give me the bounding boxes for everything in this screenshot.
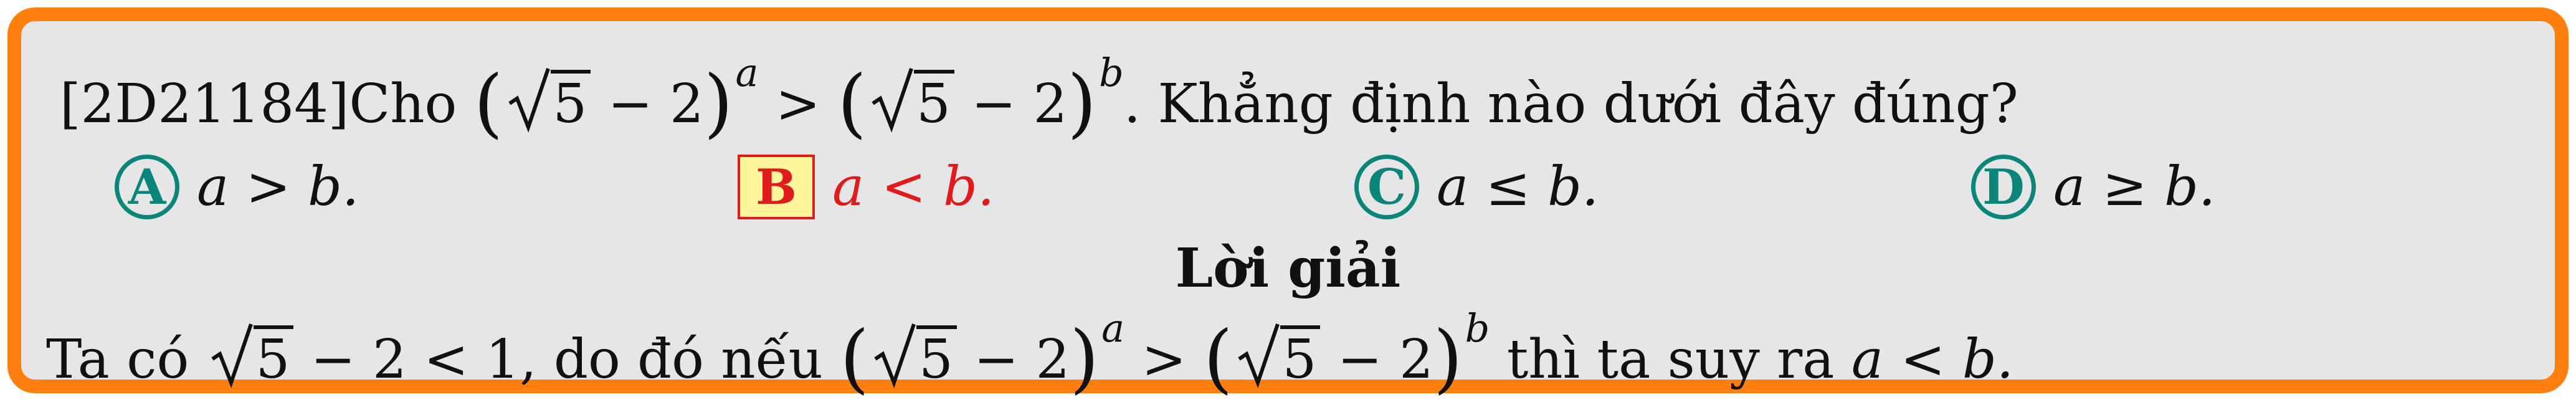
open-paren-right: ( xyxy=(837,60,867,146)
solution-close-paren-left: ) xyxy=(1070,315,1100,402)
sqrt-right: 5 xyxy=(870,70,954,131)
option-b-text: a < b. xyxy=(832,156,995,218)
solution-minus-two-left: − 2 xyxy=(974,328,1070,391)
solution-heading: Lời giải xyxy=(1175,237,1401,300)
solution-lead: Ta có xyxy=(46,328,189,391)
option-b-marker: B xyxy=(738,155,815,219)
option-d-marker: D xyxy=(1971,155,2036,219)
close-paren-left: ) xyxy=(703,60,733,146)
solution-open-paren-left: ( xyxy=(840,315,870,402)
solution-conclusion-math: a < b. xyxy=(1851,328,2014,391)
question-tail: . Khẳng định nào dưới đây đúng? xyxy=(1123,73,2018,135)
solution-open-paren-right: ( xyxy=(1203,315,1233,402)
question-lead: Cho xyxy=(349,73,457,135)
solution-sqrt-3: 5 xyxy=(1237,325,1321,386)
option-a[interactable] xyxy=(115,152,359,222)
option-c-text: a ≤ b. xyxy=(1437,156,1599,218)
option-b[interactable] xyxy=(738,152,994,222)
option-c[interactable] xyxy=(1354,152,1599,222)
minus-two-right: − 2 xyxy=(971,73,1068,135)
option-a-marker: A xyxy=(115,155,179,219)
solution-minus-two-right: − 2 xyxy=(1337,328,1433,391)
exponent-a: a xyxy=(735,50,759,95)
sqrt-left: 5 xyxy=(507,70,591,131)
relation-gt: > xyxy=(775,73,820,135)
solution-line xyxy=(46,305,2014,402)
question-card xyxy=(7,7,2569,402)
question-line xyxy=(60,50,2018,146)
solution-close-paren-right: ) xyxy=(1433,315,1463,402)
option-d[interactable] xyxy=(1971,152,2215,222)
option-a-text: a > b. xyxy=(197,156,359,218)
solution-exponent-b: b xyxy=(1465,305,1490,351)
solution-middle: , do đó nếu xyxy=(520,328,823,391)
option-d-text: a ≥ b. xyxy=(2053,156,2216,218)
question-code: [2D21184] xyxy=(60,73,349,135)
option-c-marker: C xyxy=(1354,155,1419,219)
exponent-b: b xyxy=(1099,50,1124,95)
solution-sqrt-1: 5 xyxy=(210,325,294,386)
solution-ineq: − 2 < 1 xyxy=(310,328,520,391)
minus-two-left: − 2 xyxy=(607,73,704,135)
close-paren-right: ) xyxy=(1067,60,1097,146)
solution-conclusion-pre: thì ta suy ra xyxy=(1506,328,1835,391)
solution-sqrt-2: 5 xyxy=(873,325,957,386)
solution-exponent-a: a xyxy=(1101,305,1125,351)
solution-relation: > xyxy=(1141,328,1187,391)
open-paren-left: ( xyxy=(473,60,503,146)
